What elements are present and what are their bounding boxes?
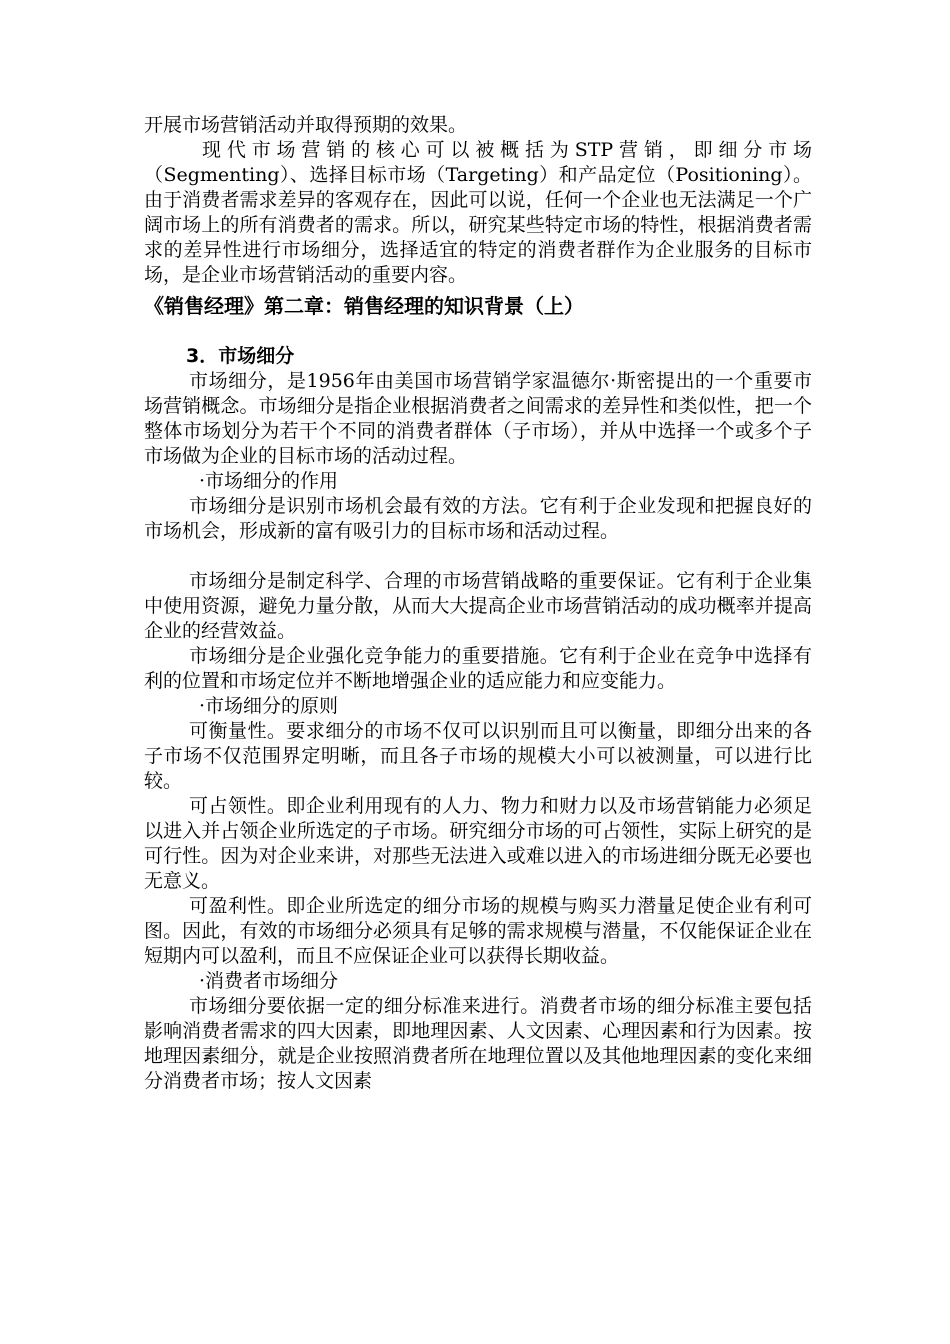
paragraph-definition: 市场细分，是1956年由美国市场营销学家温德尔·斯密提出的一个重要市场营销概念。市场细分是指企业根据消费者之间需求的差异性和类似性，把一个整体市场划分为若干个不同的消费者群体（子市场），并从中选择一个或多个子市场做为企业的目标市场的活动过程。 — [144, 370, 812, 467]
paragraph-principle-3: 可盈利性。即企业所选定的细分市场的规模与购买力潜量足使企业有利可图。因此，有效的市场细分必须具有足够的需求规模与潜量，不仅能保证企业在短期内可以盈利，而且不应保证企业可以获得长期收益。 — [144, 895, 812, 967]
subheading-consumer: ·消费者市场细分 — [199, 970, 339, 992]
paragraph-gap — [144, 544, 812, 569]
section-heading: 3．市场细分 — [186, 345, 295, 367]
paragraph-stp: 现代市场营销的核心可以被概括为STP营销，即细分市场（Segmenting）、选择目标市场（Targeting）和产品定位（Positioning）。由于消费者需求差异的客观存在，因此可以说，任何一个企业也无法满足一个广阔市场上的所有消费者的需求。所以，研究某些特定市场的特性，根据消费者需求的差异性进行市场细分，选择适宜的特定的消费者群作为企业服务的目标市场，是企业市场营销活动的重要内容。 — [144, 139, 812, 286]
paragraph-principle-1: 可衡量性。要求细分的市场不仅可以识别而且可以衡量，即细分出来的各子市场不仅范围界定明晰，而且各子市场的规模大小可以被测量，可以进行比较。 — [144, 720, 812, 792]
paragraph-role-1: 市场细分是识别市场机会最有效的方法。它有利于企业发现和把握良好的市场机会，形成新的富有吸引力的目标市场和活动过程。 — [144, 495, 812, 542]
document-body — [144, 113, 812, 1094]
paragraph-role-2: 市场细分是制定科学、合理的市场营销战略的重要保证。它有利于企业集中使用资源，避免力量分散，从而大大提高企业市场营销活动的成功概率并提高企业的经营效益。 — [144, 570, 812, 642]
subheading-principle: ·市场细分的原则 — [199, 695, 339, 717]
paragraph-principle-2: 可占领性。即企业利用现有的人力、物力和财力以及市场营销能力必须足以进入并占领企业所选定的子市场。研究细分市场的可占领性，实际上研究的是可行性。因为对企业来讲，对那些无法进入或难以进入的市场进细分既无必要也无意义。 — [144, 795, 812, 892]
paragraph-consumer: 市场细分要依据一定的细分标准来进行。消费者市场的细分标准主要包括影响消费者需求的四大因素，即地理因素、人文因素、心理因素和行为因素。按地理因素细分，就是企业按照消费者所在地理位置以及其他地理因素的变化来细分消费者市场；按人文因素 — [144, 995, 812, 1092]
subheading-role: ·市场细分的作用 — [199, 470, 339, 492]
paragraph-role-3: 市场细分是企业强化竞争能力的重要措施。它有利于企业在竞争中选择有利的位置和市场定位并不断地增强企业的适应能力和应变能力。 — [144, 645, 812, 692]
document-title: 《销售经理》第二章：销售经理的知识背景（上） — [144, 294, 584, 318]
paragraph-continuation: 开展市场营销活动并取得预期的效果。 — [144, 114, 468, 136]
